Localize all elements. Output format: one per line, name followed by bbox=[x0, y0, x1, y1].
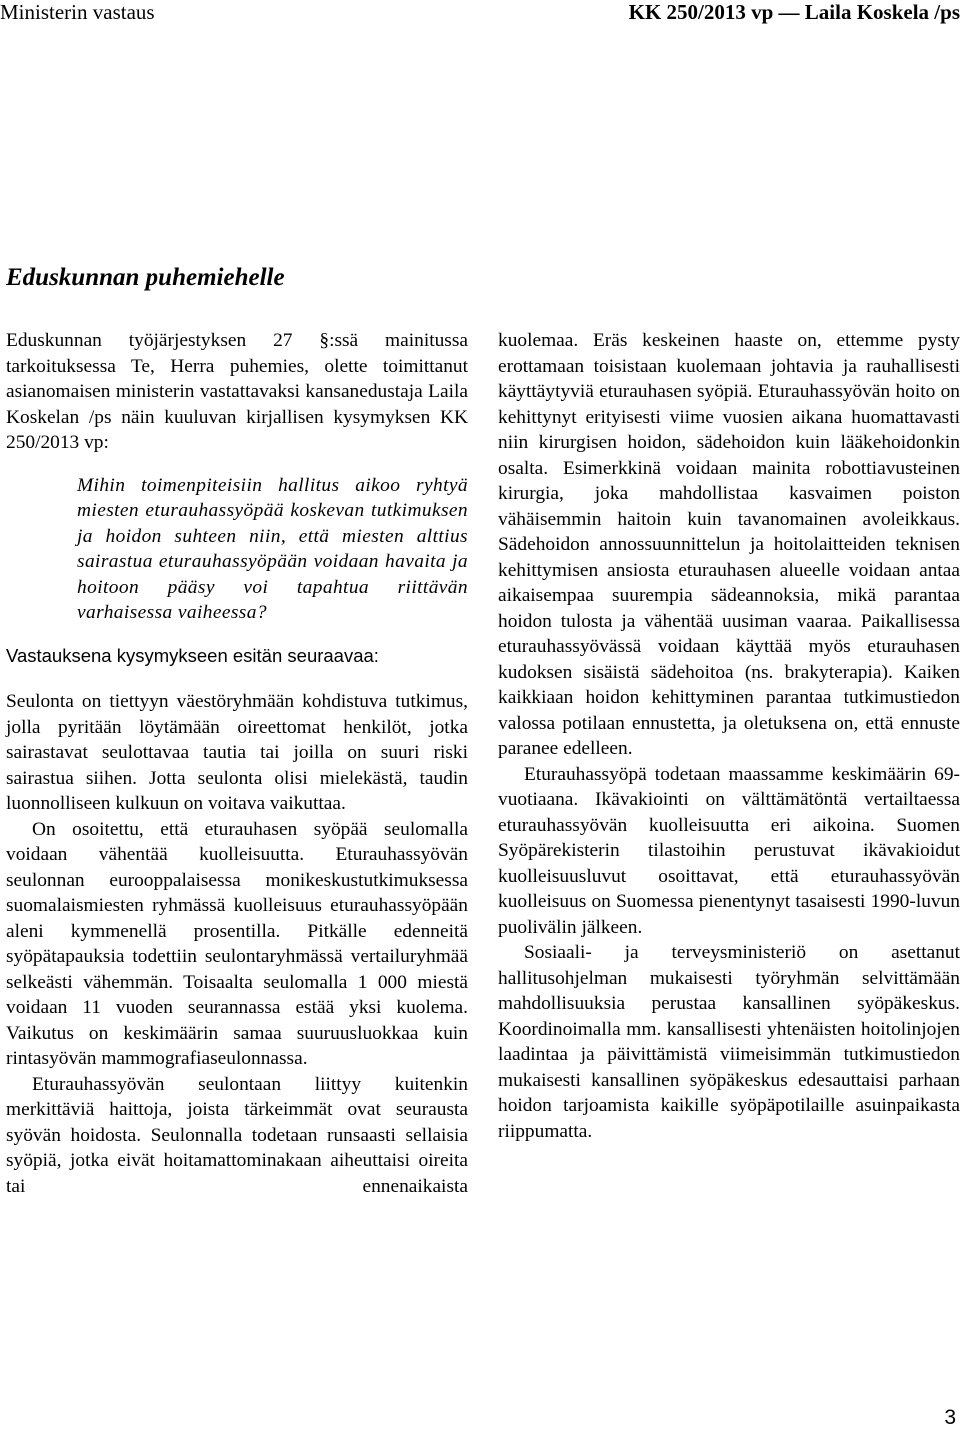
page-title: Eduskunnan puhemiehelle bbox=[6, 264, 285, 291]
header-document-id: KK 250/2013 vp — Laila Koskela /ps bbox=[628, 0, 960, 24]
left-column bbox=[6, 328, 468, 1199]
body-paragraph: Eturauhassyövän seulontaan liittyy kuitenkin merkittäviä haittoja, joista tärkeimmät ovat seurausta syövän hoidosta. Seulonnalla todetaan runsaasti sellaisia syöpiä, jotka eivät hoitamattominakaan aiheuttaisi oireita tai ennenaikaista bbox=[6, 1073, 468, 1197]
body-paragraph: Seulonta on tiettyyn väestöryhmään kohdistuva tutkimus, jolla pyritään löytämään oireettomat henkilöt, jotka sairastavat seulottavaa tautia tai joilla on suuri riski sairastua siihen. Jotta seulonta olisi mielekästä, taudin luonnolliseen kulkuun on voitava vaikuttaa. bbox=[6, 691, 468, 814]
right-column bbox=[498, 328, 960, 1144]
page-number: 3 bbox=[944, 1406, 956, 1429]
answer-intro: Vastauksena kysymykseen esitän seuraavaa: bbox=[6, 644, 379, 666]
page-header bbox=[0, 0, 960, 26]
intro-paragraph: Eduskunnan työjärjestyksen 27 §:ssä mainitussa tarkoituksessa Te, Herra puhemies, olette toimittanut asianomaisen ministerin vastattavaksi kansanedustaja Laila Koskelan /ps näin kuuluvan kirjallisen kysymyksen KK 250/2013 vp: bbox=[6, 330, 468, 453]
body-paragraph: Sosiaali- ja terveysministeriö on asettanut hallitusohjelman mukaisesti työryhmän selvittämään mahdollisuuksia perustaa kansallinen syöpäkeskus. Koordinoimalla mm. kansallisesti yhtenäisten hoitolinjojen laadintaa ja päivittämistä viimeisimmän tutkimustiedon mukaisesti kansallinen syöpäkeskus edesauttaisi parhaan hoidon tarjoamista kaikille syöpäpotilaille asuinpaikasta riippumatta. bbox=[498, 942, 960, 1142]
body-paragraph: Eturauhassyöpä todetaan maassamme keskimäärin 69-vuotiaana. Ikävakiointi on välttämätöntä vertailtaessa eturauhassyövän kuolleisuutta eri aikoina. Suomen Syöpärekisterin tilastoihin perustuvat ikävakioidut kuolleisuusluvut osoittavat, että eturauhassyövän kuolleisuus on Suomessa pienentynyt tasaisesti 1990-luvun puolivälin jälkeen. bbox=[498, 763, 960, 938]
question-quote: Mihin toimenpiteisiin hallitus aikoo ryhtyä miesten eturauhassyöpää koskevan tutkimuksen ja hoidon suhteen niin, että miesten alttius sairastua eturauhassyöpään voidaan havaita ja hoitoon pääsy voi tapahtua riittävän varhaisessa vaiheessa? bbox=[77, 474, 468, 623]
body-paragraph: kuolemaa. Eräs keskeinen haaste on, ettemme pysty erottamaan toisistaan kuolemaan johtavia ja rauhallisesti käyttäytyviä eturauhasen syöpiä. Eturauhassyövän hoito on kehittynyt erityisesti viime vuosien aikana huomattavasti niin kirurgisen hoidon, sädehoidon kuin lääkehoidonkin osalta. Esimerkkinä voidaan mainita robottiavusteinen kirurgia, joka mahdollistaa kasvaimen poiston vähäisemmin haitoin kuin tavanomainen avoleikkaus. Sädehoidon annossuunnittelun ja hoitolaitteiden teknisen kehittymisen ansiosta eturauhasen alueelle voidaan antaa aikaisempaa suurempia sädeannoksia, mikä parantaa hoidon tulosta ja vähentää uusiman vaaraa. Paikallisessa eturauhassyövässä voidaan käyttää myös eturauhasen kudoksen sisäistä sädehoitoa (ns. brakyterapia). Kaiken kaikkiaan hoidon kehittyminen parantaa tutkimustiedon valossa potilaan ennustetta, ja oletuksena on, että ennuste paranee edelleen. bbox=[498, 330, 960, 759]
header-section-label: Ministerin vastaus bbox=[0, 0, 155, 24]
body-paragraph: On osoitettu, että eturauhasen syöpää seulomalla voidaan vähentää kuolleisuutta. Eturauhassyövän seulonnan eurooppalaisessa monikeskustutkimuksessa suomalaismiesten ryhmässä kuolleisuus eturauhassyöpään aleni kymmenellä prosentilla. Pitkälle edenneitä syöpätapauksia todettiin seulontaryhmässä vertailuryhmää selkeästi vähemmän. Toisaalta seulomalla 1 000 miestä voidaan 11 vuoden seurannassa estää yksi kuolema. Vaikutus on keskimäärin samaa suuruusluokkaa kuin rintasyövän mammografiaseulonnassa. bbox=[6, 818, 468, 1069]
